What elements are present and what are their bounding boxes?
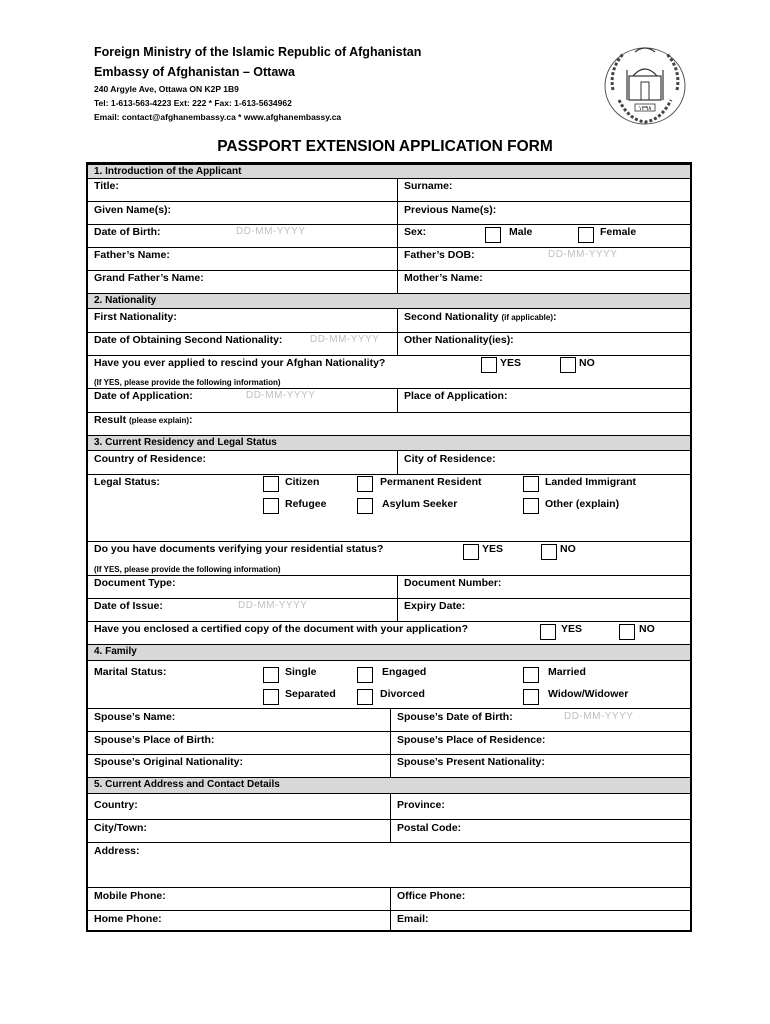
docs-yes-label: YES (482, 543, 504, 555)
application-date-input[interactable]: DD-MM-YYYY (246, 390, 316, 401)
city-town-label: City/Town: (94, 822, 147, 834)
engaged-checkbox[interactable] (357, 667, 373, 683)
rescind-no-checkbox[interactable] (560, 357, 576, 373)
enclosed-no-label: NO (639, 623, 655, 635)
separated-checkbox[interactable] (263, 689, 279, 705)
female-label: Female (600, 226, 637, 238)
engaged-label: Engaged (382, 666, 427, 678)
spouse-original-nationality-label: Spouse’s Original Nationality: (94, 756, 243, 768)
embassy-address: 240 Argyle Ave, Ottawa ON K2P 1B9 (94, 84, 239, 94)
afghanistan-emblem-icon (599, 40, 691, 128)
single-checkbox[interactable] (263, 667, 279, 683)
enclosed-no-checkbox[interactable] (619, 624, 635, 640)
section-2-header: 2. Nationality (88, 293, 690, 309)
father-dob-input[interactable]: DD-MM-YYYY (548, 249, 618, 260)
permanent-resident-checkbox[interactable] (357, 476, 373, 492)
section-3-header: 3. Current Residency and Legal Status (88, 435, 690, 451)
enclosed-yes-label: YES (561, 623, 583, 635)
email-label: Email: (397, 913, 429, 925)
issue-date-label: Date of Issue: (94, 600, 163, 612)
asylum-seeker-checkbox[interactable] (357, 498, 373, 514)
section-1-header: 1. Introduction of the Applicant (88, 164, 690, 179)
application-date-label: Date of Application: (94, 390, 193, 402)
rescind-yes-checkbox[interactable] (481, 357, 497, 373)
home-phone-label: Home Phone: (94, 913, 162, 925)
surname-label: Surname: (404, 180, 453, 192)
divorced-checkbox[interactable] (357, 689, 373, 705)
father-name-label: Father’s Name: (94, 249, 170, 261)
postal-code-label: Postal Code: (397, 822, 462, 834)
second-nationality-label: Second Nationality (if applicable): (404, 311, 557, 323)
docs-note: (If YES, please provide the following information) (94, 565, 281, 574)
spouse-pob-label: Spouse’s Place of Birth: (94, 734, 215, 746)
expiry-date-label: Expiry Date: (404, 600, 466, 612)
female-checkbox[interactable] (578, 227, 594, 243)
permanent-resident-label: Permanent Resident (380, 476, 482, 488)
landed-immigrant-checkbox[interactable] (523, 476, 539, 492)
citizen-label: Citizen (285, 476, 320, 488)
dob-date-input[interactable]: DD-MM-YYYY (236, 226, 306, 237)
embassy-phone: Tel: 1-613-563-4223 Ext: 222 * Fax: 1-613-5634962 (94, 98, 292, 108)
other-status-checkbox[interactable] (523, 498, 539, 514)
other-nationality-label: Other Nationality(ies): (404, 334, 514, 346)
married-checkbox[interactable] (523, 667, 539, 683)
obtain-date-input[interactable]: DD-MM-YYYY (310, 334, 380, 345)
dob-label: Date of Birth: (94, 226, 161, 238)
enclosed-yes-checkbox[interactable] (540, 624, 556, 640)
city-of-residence-label: City of Residence: (404, 453, 496, 465)
result-label: Result (please explain): (94, 414, 193, 426)
spouse-residence-label: Spouse’s Place of Residence: (397, 734, 546, 746)
previous-names-label: Previous Name(s): (404, 204, 497, 216)
section-4-header: 4. Family (88, 644, 690, 661)
sex-label: Sex: (404, 226, 427, 238)
rescind-note: (If YES, please provide the following information) (94, 378, 281, 387)
ministry-name: Foreign Ministry of the Islamic Republic of Afghanistan (94, 45, 422, 59)
widow-checkbox[interactable] (523, 689, 539, 705)
mobile-phone-label: Mobile Phone: (94, 890, 166, 902)
seal-year: ۱۳۹۸ (638, 105, 652, 112)
grandfather-name-label: Grand Father’s Name: (94, 272, 204, 284)
spouse-dob-input[interactable]: DD-MM-YYYY (564, 711, 634, 722)
enclosed-question: Have you enclosed a certified copy of the document with your application? (94, 623, 468, 635)
spouse-dob-label: Spouse’s Date of Birth: (397, 711, 513, 723)
asylum-seeker-label: Asylum Seeker (382, 498, 458, 510)
rescind-no-label: NO (579, 357, 595, 369)
application-form (86, 162, 692, 932)
rescind-question: Have you ever applied to rescind your Afghan Nationality? (94, 357, 386, 369)
spouse-name-label: Spouse’s Name: (94, 711, 176, 723)
obtain-date-label: Date of Obtaining Second Nationality: (94, 334, 283, 346)
mother-name-label: Mother’s Name: (404, 272, 483, 284)
refugee-checkbox[interactable] (263, 498, 279, 514)
document-type-label: Document Type: (94, 577, 176, 589)
legal-status-label: Legal Status: (94, 476, 160, 488)
widow-label: Widow/Widower (548, 688, 629, 700)
father-dob-label: Father’s DOB: (404, 249, 475, 261)
title-label: Title: (94, 180, 119, 192)
divorced-label: Divorced (380, 688, 425, 700)
given-names-label: Given Name(s): (94, 204, 172, 216)
embassy-email: Email: contact@afghanembassy.ca * www.afghanembassy.ca (94, 112, 342, 122)
docs-yes-checkbox[interactable] (463, 544, 479, 560)
issue-date-input[interactable]: DD-MM-YYYY (238, 600, 308, 611)
embassy-name: Embassy of Afghanistan – Ottawa (94, 65, 295, 79)
landed-immigrant-label: Landed Immigrant (545, 476, 637, 488)
document-number-label: Document Number: (404, 577, 502, 589)
separated-label: Separated (285, 688, 336, 700)
citizen-checkbox[interactable] (263, 476, 279, 492)
married-label: Married (548, 666, 586, 678)
address-label: Address: (94, 845, 140, 857)
country-of-residence-label: Country of Residence: (94, 453, 207, 465)
refugee-label: Refugee (285, 498, 327, 510)
male-checkbox[interactable] (485, 227, 501, 243)
country-label: Country: (94, 799, 138, 811)
section-5-header: 5. Current Address and Contact Details (88, 777, 690, 794)
form-title: PASSPORT EXTENSION APPLICATION FORM (217, 138, 553, 155)
rescind-yes-label: YES (500, 357, 522, 369)
single-label: Single (285, 666, 317, 678)
marital-status-label: Marital Status: (94, 666, 167, 678)
application-place-label: Place of Application: (404, 390, 508, 402)
office-phone-label: Office Phone: (397, 890, 466, 902)
docs-no-label: NO (560, 543, 576, 555)
first-nationality-label: First Nationality: (94, 311, 177, 323)
residential-docs-question: Do you have documents verifying your residential status? (94, 543, 384, 555)
docs-no-checkbox[interactable] (541, 544, 557, 560)
other-status-label: Other (explain) (545, 498, 620, 510)
male-label: Male (509, 226, 533, 238)
province-label: Province: (397, 799, 445, 811)
spouse-present-nationality-label: Spouse’s Present Nationality: (397, 756, 545, 768)
